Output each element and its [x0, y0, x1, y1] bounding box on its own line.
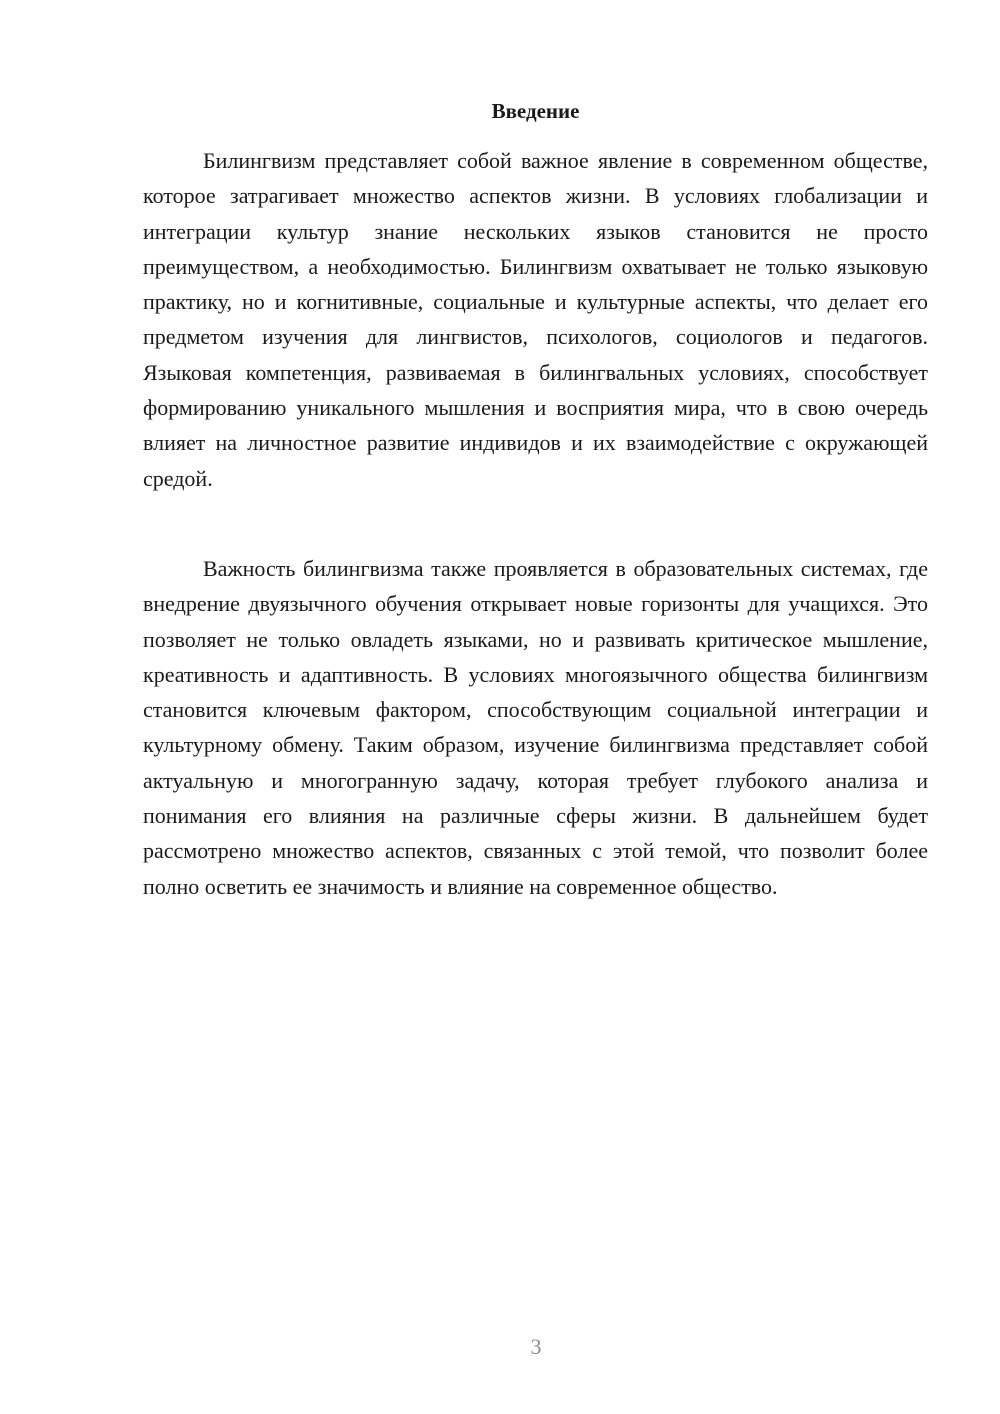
- page-number: 3: [530, 1334, 542, 1359]
- body-paragraph-1: Билингвизм представляет собой важное явление в современном обществе, которое затрагивает множество аспектов жизни. В условиях глобализации и интеграции культур знание нескольких языков становится не просто преимуществом, а необходимостью. Билингвизм охватывает не только языковую практику, но и когнитивные, социальные и культурные аспекты, что делает его предметом изучения для лингвистов, психологов, социологов и педагогов. Языковая компетенция, развиваемая в билингвальных условиях, способствует формированию уникального мышления и восприятия мира, что в свою очередь влияет на личностное развитие индивидов и их взаимодействие с окружающей средой.: [143, 148, 928, 491]
- body-paragraph-2: Важность билингвизма также проявляется в образовательных системах, где внедрение двуязычного обучения открывает новые горизонты для учащихся. Это позволяет не только овладеть языками, но и развивать критическое мышление, креативность и адаптивность. В условиях многоязычного общества билингвизм становится ключевым фактором, способствующим социальной интеграции и культурному обмену. Таким образом, изучение билингвизма представляет собой актуальную и многогранную задачу, которая требует глубокого анализа и понимания его влияния на различные сферы жизни. В дальнейшем будет рассмотрено множество аспектов, связанных с этой темой, что позволит более полно осветить ее значимость и влияние на современное общество.: [143, 556, 928, 899]
- section-heading: Введение: [491, 99, 580, 123]
